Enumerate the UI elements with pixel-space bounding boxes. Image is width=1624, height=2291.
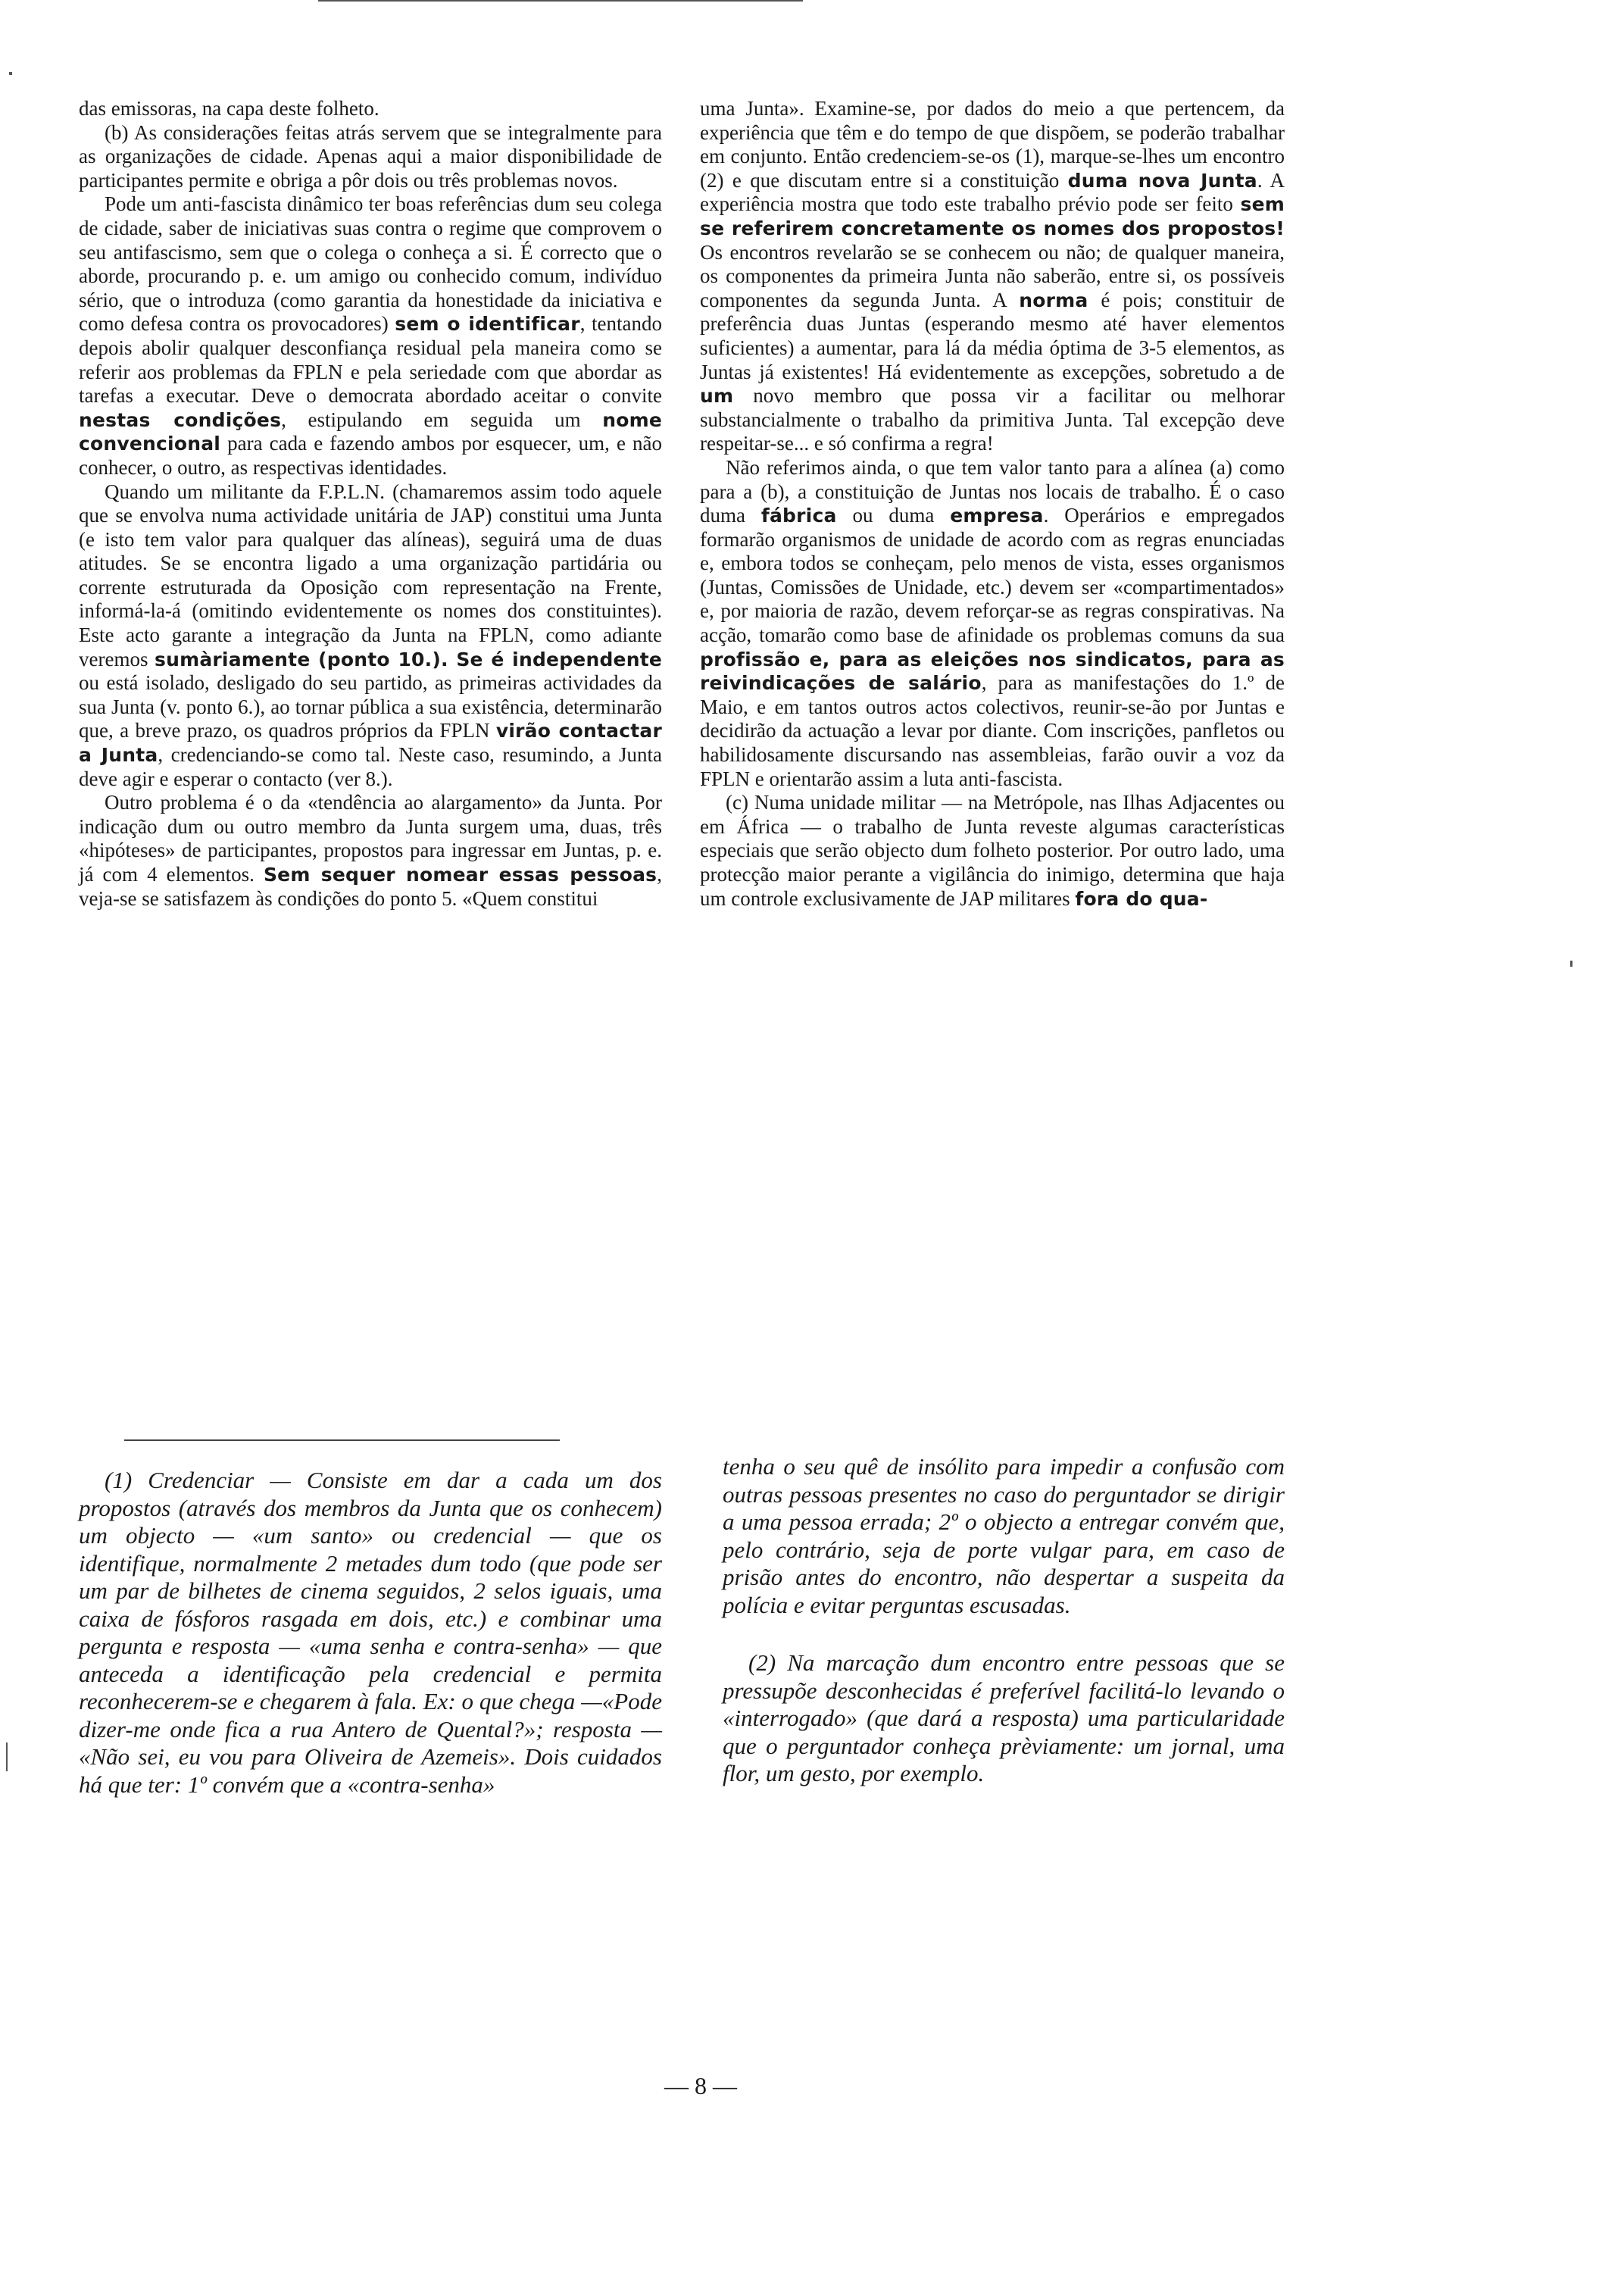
paragraph-text: uma Junta». Examine-se, por dados do meio a que pertencem, da experiência que têm e do tempo de que dispõem, se poderão trabalhar em conjunto. Então credenciem-se-os (1), marque-se-lhes um encontro (2) e que discutam entre si a constituição [700, 97, 1285, 192]
bold-phrase: sem o identificar [395, 313, 580, 336]
paragraph-text: , veja-se se satisfazem às condições do ponto 5. «Quem constitui [79, 863, 662, 910]
paragraph [79, 97, 662, 121]
paragraph [79, 791, 662, 911]
bold-phrase: fora do qua- [1075, 887, 1208, 910]
paragraph-text: Não referimos ainda, o que tem valor tanto para a alínea (a) como para a (b), a constituição de Juntas nos locais de trabalho. É o caso duma [700, 455, 1285, 527]
paragraph-text: , estipulando em seguida um [281, 408, 603, 431]
bold-phrase: um [700, 385, 734, 408]
paragraph-text: , credenciando-se como tal. Neste caso, resumindo, a Junta deve agir e esperar o contacto (ver 8.). [79, 743, 662, 790]
paragraph-text: Pode um anti-fascista dinâmico ter boas referências dum seu colega de cidade, saber de iniciativas suas contra o regime que comprovem o seu antifascismo, sem que o colega o conheça a si. É correcto que o aborde, procurando p. e. um amigo ou conhecido comum, indivíduo sério, que o introduza (como garantia da honestidade da iniciativa e como defesa contra os provocadores) [79, 192, 662, 336]
paragraph-text: é pois; constituir de preferência duas Juntas (esperando mesmo até haver elementos suficientes) a aumentar, para lá da média óptima de 3-5 elementos, as Juntas já existentes! Há evidentemente as excepções, sobretudo a de [700, 288, 1285, 383]
paragraph [79, 192, 662, 480]
margin-mark [1570, 961, 1572, 967]
left-column [79, 97, 662, 911]
bold-phrase: sumàriamente (ponto 10.). Se é independente [155, 648, 663, 670]
bold-phrase: sem se referirem concretamente os nomes dos propostos! [700, 193, 1285, 239]
paragraph-text: novo membro que possa vir a facilitar ou melhorar substancialmente o trabalho da primitiva Junta. Tal excepção deve respeitar-se... e só confirma a regra! [700, 384, 1285, 455]
bold-phrase: norma [1019, 289, 1088, 311]
paragraph-text: ou duma [836, 504, 951, 527]
top-rule [318, 0, 803, 2]
right-column [700, 97, 1285, 911]
footnote [79, 1467, 662, 1799]
footnotes-right [723, 1453, 1285, 1788]
margin-mark [6, 1742, 8, 1771]
bold-phrase: Sem sequer nomear essas pessoas [263, 864, 657, 886]
paragraph [79, 121, 662, 193]
paragraph [700, 97, 1285, 456]
paragraph [79, 480, 662, 792]
paragraph [700, 456, 1285, 791]
bold-phrase: nestas condições [79, 408, 282, 431]
paragraph-text: Outro problema é o da «tendência ao alargamento» da Junta. Por indicação dum ou outro membro da Junta surgem uma, duas, três «hipóteses» de participantes, propostos para ingressar em Juntas, p. e. já com 4 elementos. [79, 791, 662, 886]
bold-phrase: empresa [950, 505, 1044, 527]
paragraph-text: Quando um militante da F.P.L.N. (chamaremos assim todo aquele que se envolva numa actividade unitária de JAP) constitui uma Junta (e isto tem valor para qualquer das alíneas), seguirá uma de duas atitudes. Se se encontra ligado a uma organização partidária ou corrente estruturada da Oposição com representação na Frente, informá-la-á (omitindo evidentemente os nomes dos constituintes). Este acto garante a integração da Junta na FPLN, como adiante veremos [79, 480, 662, 670]
footnote [723, 1649, 1285, 1788]
paragraph [700, 791, 1285, 911]
paragraph-text: . Operários e empregados formarão organismos de unidade de acordo com as regras enunciadas e, embora todos se conheçam, pelo menos de vista, esses organismos (Juntas, Comissões de Unidade, etc.) devem ser «compartimentados» e, por maioria de razão, devem reforçar-se as regras conspirativas. Na acção, tomarão como base de afinidade os problemas comuns da sua [700, 504, 1285, 647]
paragraph-text: Os encontros revelarão se se conhecem ou não; de qualquer maneira, os componentes da primeira Junta não saberão, entre si, os possíveis componentes da segunda Junta. A [700, 240, 1285, 311]
footnotes-left [79, 1467, 662, 1799]
paragraph-text: das emissoras, na capa deste folheto. [79, 97, 379, 120]
page-number: — 8 — [664, 2072, 737, 2099]
paragraph-text: (c) Numa unidade militar — na Metrópole, nas Ilhas Adjacentes ou em África — o trabalho de Junta reveste algumas características especiais que serão objecto dum folheto posterior. Por outro lado, uma protecção maior perante a vigilância do inimigo, determina que haja um controle exclusivamente de JAP militares [700, 791, 1285, 910]
paragraph-text: , tentando depois abolir qualquer desconfiança residual pela maneira como se referir aos problemas da FPLN e pela seriedade com que abordar as tarefas a executar. Deve o democrata abordado aceitar o convite [79, 312, 662, 408]
bold-phrase: fábrica [760, 505, 837, 527]
paragraph-text: ou está isolado, desligado do seu partido, as primeiras actividades da sua Junta (v. ponto 6.), ao tornar pública a sua existência, determinarão que, a breve prazo, os quadros próprios da FPLN [79, 671, 662, 742]
paragraph-text: (b) As considerações feitas atrás servem que se integralmente para as organizações de cidade. Apenas aqui a maior disponibilidade de participantes permite e obriga a pôr dois ou três problemas novos. [79, 120, 662, 192]
paragraph-text: . A experiência mostra que todo este trabalho prévio pode ser feito [700, 168, 1285, 216]
bold-phrase: duma nova Junta [1067, 169, 1257, 192]
footnote-text: (1) Credenciar — Consiste em dar a cada um dos propostos (através dos membros da Junta que os conhecem) um objecto — «um santo» ou credencial — que os identifique, normalmente 2 metades dum todo (que pode ser um par de bilhetes de cinema seguidos, 2 selos iguais, uma caixa de fósforos rasgada em dois, etc.) e combinar uma pergunta e resposta — «uma senha e contra-senha» — que anteceda a identificação pela credencial e permita reconhecerem-se e chegarem à fala. Ex: o que chega —«Pode dizer-me onde fica a rua Antero de Quental?»; resposta — «Não sei, eu vou para Oliveira de Azemeis». Dois cuidados há que ter: 1º convém que a «contra-senha» [79, 1467, 662, 1798]
footnote-text: (2) Na marcação dum encontro entre pessoas que se pressupõe desconhecidas é preferível facilitá-lo levando o «interrogado» (que dará a resposta) uma particularidade que o perguntador conheça prèviamente: um jornal, uma flor, um gesto, por exemplo. [723, 1649, 1285, 1786]
bold-phrase: virão contactar a Junta [79, 720, 663, 767]
footnote-text: tenha o seu quê de insólito para impedir a confusão com outras pessoas presentes no caso do perguntador se dirigir a uma pessoa errada; 2º o objecto a entregar convém que, pelo contrário, seja de porte vulgar para, em caso de prisão antes do encontro, não despertar a suspeita da polícia e evitar perguntas escusadas. [723, 1453, 1285, 1618]
paragraph-text: , para as manifestações do 1.º de Maio, e em tantos outros actos colectivos, reunir-se-ão por Juntas e decidirão da actuação a levar por diante. Com inscrições, panfletos ou habilidosamente discursando nas assembleias, farão ouvir a voz da FPLN e orientarão assim a luta anti-fascista. [700, 671, 1285, 790]
footnote [723, 1453, 1285, 1619]
paragraph-text: para cada e fazendo ambos por esquecer, um, e não conhecer, o outro, as respectivas identidades. [79, 432, 662, 479]
margin-mark [9, 72, 12, 75]
footnote-rule [124, 1439, 560, 1441]
bold-phrase: profissão e, para as eleições nos sindicatos, para as reivindicações de salário [700, 648, 1285, 695]
bold-phrase: nome convencional [79, 408, 662, 455]
